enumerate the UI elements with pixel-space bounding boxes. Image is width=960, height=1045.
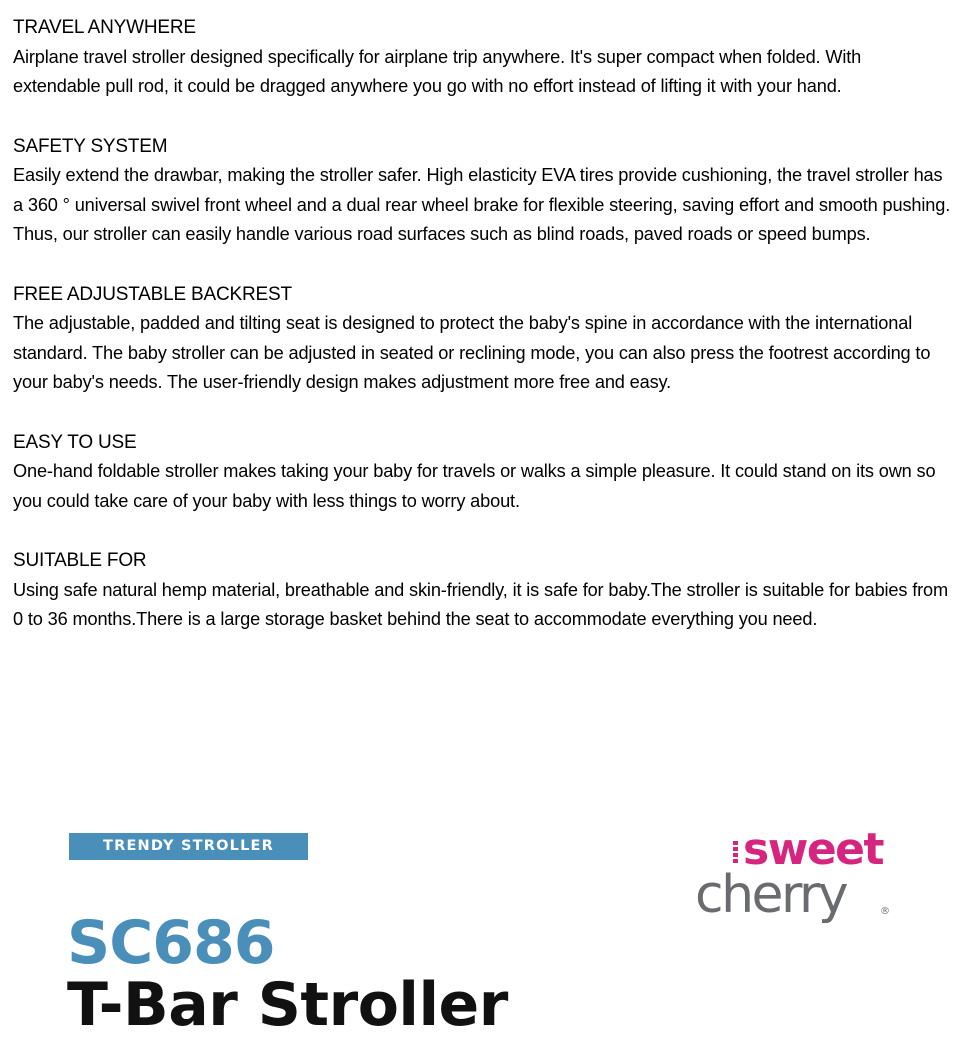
section-title: EASY TO USE xyxy=(13,431,137,453)
section-body: The adjustable, padded and tilting seat is designed to protect the baby's spine in accordance with the international standard. The baby stroller can be adjusted in seated or reclining mode, you can also press the footrest according to your baby's needs. The user-friendly design makes adjustment more free and easy. xyxy=(13,313,931,392)
section-body: Easily extend the drawbar, making the stroller safer. High elasticity EVA tires provide cushioning, the travel stroller has a 360 ° universal swivel front wheel and a dual rear wheel brake for flexible steering, saving effort and smooth pushing. Thus, our stroller can easily handle various road surfaces such as blind roads, paved roads or speed bumps. xyxy=(13,165,951,244)
brand-logo xyxy=(695,824,895,938)
section-body: Airplane travel stroller designed specifically for airplane trip anywhere. It's super compact when folded. With extendable pull rod, it could be dragged anywhere you go with no effort instead of lifting it with your hand. xyxy=(13,46,862,96)
logo-word-cherry: cherry xyxy=(695,865,847,925)
section-title: SAFETY SYSTEM xyxy=(13,135,168,157)
section-title: SUITABLE FOR xyxy=(13,550,147,571)
section-title: FREE ADJUSTABLE BACKREST xyxy=(13,283,292,305)
section-title: TRAVEL ANYWHERE xyxy=(13,17,196,38)
section-travel-anywhere xyxy=(13,13,953,102)
product-description xyxy=(13,13,953,665)
section-suitable-for xyxy=(13,546,953,635)
section-safety-system xyxy=(13,132,953,250)
section-free-adjustable-backrest xyxy=(13,280,953,398)
section-body: One-hand foldable stroller makes taking your baby for travels or walks a simple pleasure. It could stand on its own so you could take care of your baby with less things to worry about. xyxy=(13,461,936,511)
product-banner xyxy=(0,800,960,1040)
model-number: SC686 xyxy=(67,908,275,978)
category-badge: TRENDY STROLLER xyxy=(69,833,308,860)
registered-mark: ® xyxy=(880,906,890,917)
product-name: T-Bar Stroller xyxy=(67,970,508,1040)
section-easy-to-use xyxy=(13,428,953,517)
section-body: Using safe natural hemp material, breathable and skin-friendly, it is safe for baby.The stroller is suitable for babies from 0 to 36 months.There is a large storage basket behind the seat to accommodate everything you need. xyxy=(13,579,949,629)
logo-word-sweet: sweet xyxy=(743,824,884,875)
